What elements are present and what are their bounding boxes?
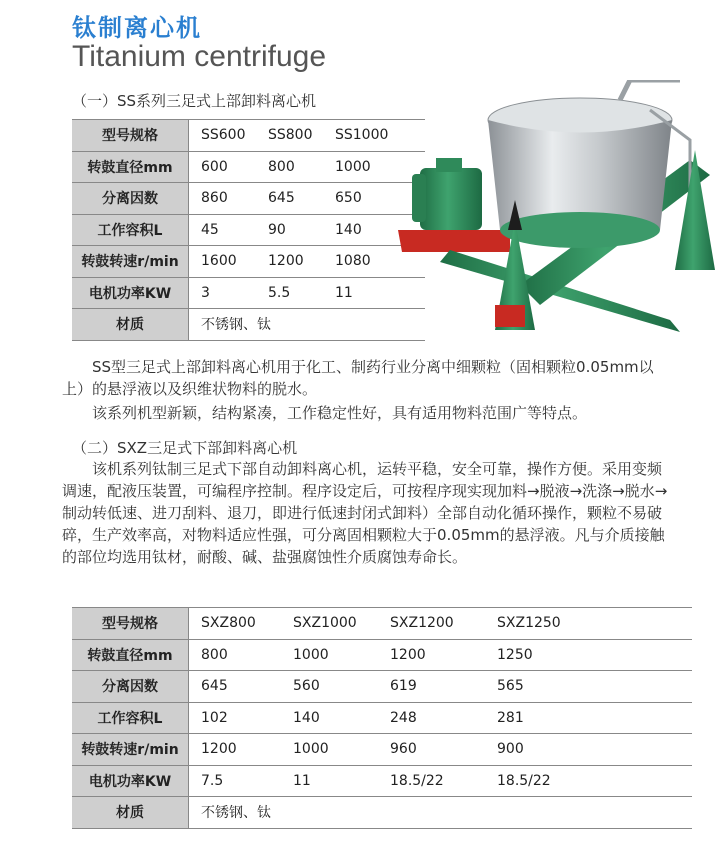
table-cell: 3	[189, 277, 257, 309]
table-cell: 11	[281, 765, 378, 797]
table-cell: SS800	[256, 120, 323, 152]
spec-table-sxz	[72, 607, 692, 829]
table-cell: 45	[189, 214, 257, 246]
page-subtitle: Titanium centrifuge	[72, 40, 327, 73]
table-cell: 18.5/22	[485, 765, 692, 797]
row-label: 电机功率KW	[72, 765, 189, 797]
row-label: 工作容积L	[72, 702, 189, 734]
table-cell: 18.5/22	[378, 765, 485, 797]
table-cell: 1200	[189, 734, 282, 766]
table-cell: 90	[256, 214, 323, 246]
table-cell: 619	[378, 671, 485, 703]
table-cell: 1000	[323, 151, 425, 183]
page-title: 钛制离心机	[72, 14, 202, 42]
table-row	[72, 734, 692, 766]
table-row	[72, 639, 692, 671]
table-cell: 不锈钢、钛	[189, 797, 693, 829]
table-cell: 960	[378, 734, 485, 766]
table-row	[72, 246, 425, 278]
row-label: 转鼓直径mm	[72, 151, 189, 183]
row-label: 型号规格	[72, 608, 189, 640]
table-cell: 11	[323, 277, 425, 309]
section1-title: （一）SS系列三足式上部卸料离心机	[72, 92, 317, 110]
table-row	[72, 797, 692, 829]
table-cell: 860	[189, 183, 257, 215]
table-cell: 600	[189, 151, 257, 183]
table-row	[72, 765, 692, 797]
table-cell: 800	[256, 151, 323, 183]
section2-paragraph: 该机系列钛制三足式下部自动卸料离心机，运转平稳，安全可靠，操作方便。采用变频调速，配液压装置，可编程序控制。程序设定后，可按程序现实现加料→脱液→洗涤→脱水→制动转低速、进刀刮料、退刀，即进行低速封闭式卸料）全部自动化循环操作，颗粒不易破碎，生产效率高，对物料适应性强，可分离固相颗粒大于0.05mm的悬浮液。凡与介质接触的部位均选用钛材，耐酸、碱、盐强腐蚀性介质腐蚀寿命长。	[62, 460, 668, 566]
row-label: 转鼓直径mm	[72, 639, 189, 671]
section1-paragraph1: SS型三足式上部卸料离心机用于化工、制药行业分离中细颗粒（固相颗粒0.05mm以上）的悬浮液以及织维状物料的脱水。	[62, 358, 654, 398]
table-row	[72, 151, 425, 183]
table-cell: 645	[189, 671, 282, 703]
table-row	[72, 277, 425, 309]
section1-paragraph2: 该系列机型新颖，结构紧凑，工作稳定性好，具有适用物料范围广等特点。	[92, 404, 588, 422]
table-cell: 140	[281, 702, 378, 734]
table-cell: SXZ1200	[378, 608, 485, 640]
table-row	[72, 214, 425, 246]
row-label: 转鼓转速r/min	[72, 246, 189, 278]
table-cell: SS1000	[323, 120, 425, 152]
row-label: 转鼓转速r/min	[72, 734, 189, 766]
table-cell: 102	[189, 702, 282, 734]
table-row	[72, 120, 425, 152]
table-cell: 800	[189, 639, 282, 671]
table-cell: SXZ800	[189, 608, 282, 640]
table-cell: 1200	[378, 639, 485, 671]
table-row	[72, 183, 425, 215]
table-cell: 900	[485, 734, 692, 766]
row-label: 分离因数	[72, 671, 189, 703]
row-label: 电机功率KW	[72, 277, 189, 309]
table-row	[72, 702, 692, 734]
table-cell: 1200	[256, 246, 323, 278]
table-cell: 560	[281, 671, 378, 703]
table-cell: 5.5	[256, 277, 323, 309]
table-row	[72, 608, 692, 640]
table-cell: 不锈钢、钛	[189, 309, 426, 341]
table-cell: 140	[323, 214, 425, 246]
table-cell: 565	[485, 671, 692, 703]
table-cell: 248	[378, 702, 485, 734]
spec-table-ss	[72, 119, 425, 341]
table-cell: 1000	[281, 639, 378, 671]
table-row	[72, 309, 425, 341]
table-cell: 7.5	[189, 765, 282, 797]
section2-title: （二）SXZ三足式下部卸料离心机	[72, 439, 298, 457]
table-cell: 645	[256, 183, 323, 215]
row-label: 材质	[72, 797, 189, 829]
table-cell: 1000	[281, 734, 378, 766]
table-row	[72, 671, 692, 703]
table-cell: 1250	[485, 639, 692, 671]
row-label: 材质	[72, 309, 189, 341]
table-cell: SXZ1250	[485, 608, 692, 640]
row-label: 型号规格	[72, 120, 189, 152]
table-cell: 281	[485, 702, 692, 734]
row-label: 工作容积L	[72, 214, 189, 246]
table-cell: 650	[323, 183, 425, 215]
table-cell: 1600	[189, 246, 257, 278]
row-label: 分离因数	[72, 183, 189, 215]
centrifuge-image	[390, 80, 722, 340]
table-cell: SXZ1000	[281, 608, 378, 640]
table-cell: SS600	[189, 120, 257, 152]
table-cell: 1080	[323, 246, 425, 278]
